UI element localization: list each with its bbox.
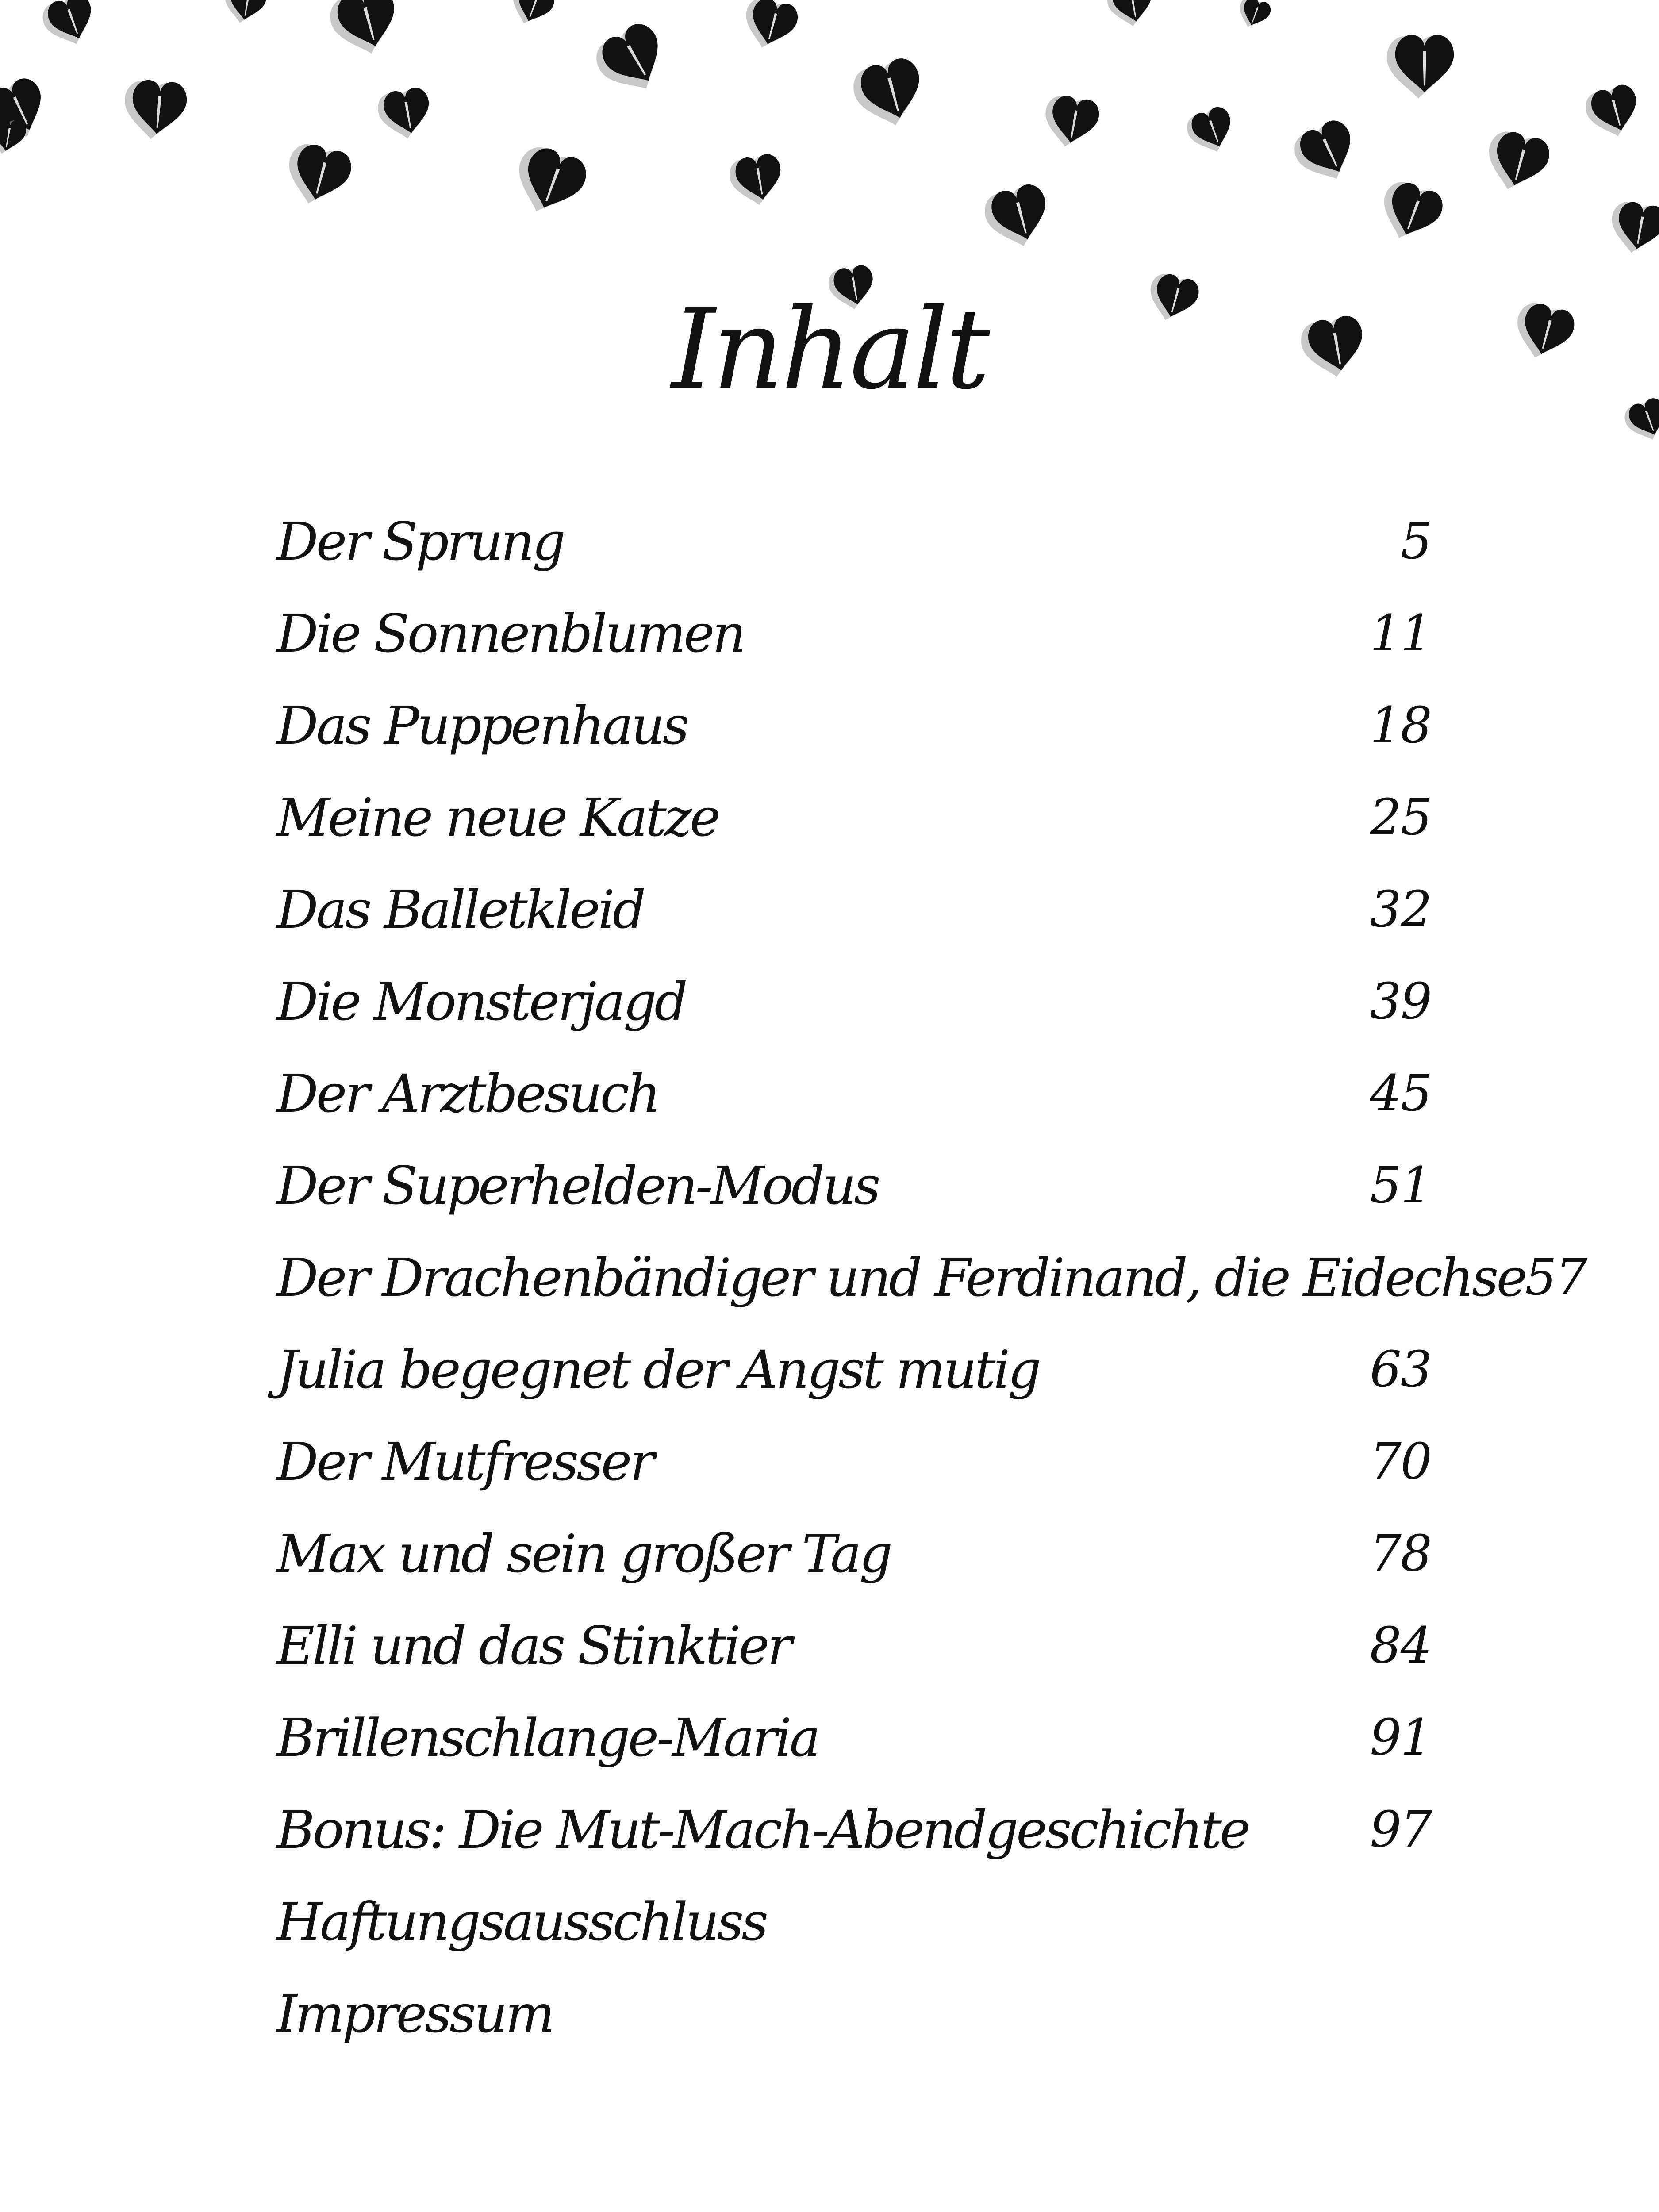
- toc-entry-page: 51: [1370, 1157, 1431, 1214]
- toc-entry-title: Brillenschlange-Maria: [276, 1707, 818, 1768]
- toc-entry-title: Meine neue Katze: [276, 787, 718, 848]
- heart-icon: [1234, 0, 1273, 33]
- heart-icon: [1040, 92, 1102, 152]
- toc-entry-page: 84: [1370, 1617, 1431, 1674]
- toc-entry-page: 32: [1370, 881, 1431, 938]
- toc-entry-title: Das Puppenhaus: [276, 695, 687, 756]
- table-of-contents: [276, 495, 1586, 2060]
- toc-entry[interactable]: [276, 1876, 1431, 1968]
- toc-entry[interactable]: [276, 1508, 1431, 1600]
- toc-entry[interactable]: [276, 1784, 1431, 1876]
- toc-entry-title: Der Drachenbändiger und Ferdinand, die Eidechse: [276, 1247, 1525, 1308]
- toc-entry-title: Die Sonnenblumen: [276, 603, 744, 664]
- toc-entry-title: Max und sein großer Tag: [276, 1523, 891, 1584]
- toc-entry-page: 45: [1370, 1065, 1431, 1122]
- heart-icon: [849, 55, 930, 134]
- toc-entry-page: 91: [1370, 1709, 1431, 1767]
- toc-entry-title: Der Superhelden-Modus: [276, 1155, 879, 1216]
- toc-entry[interactable]: [276, 1324, 1431, 1416]
- heart-icon: [280, 139, 355, 212]
- toc-entry[interactable]: [276, 1416, 1431, 1508]
- heart-icon: [1373, 177, 1447, 249]
- heart-icon: [1105, 0, 1156, 30]
- toc-entry-title: Elli und das Stinktier: [276, 1615, 790, 1676]
- heart-icon: [1606, 199, 1659, 258]
- heart-icon: [738, 0, 801, 54]
- heart-icon: [375, 86, 434, 143]
- page-title: Inhalt: [671, 285, 988, 414]
- heart-icon: [221, 0, 268, 27]
- heart-icon: [1387, 35, 1454, 99]
- toc-entry[interactable]: [276, 495, 1431, 588]
- toc-entry-title: Bonus: Die Mut-Mach-Abendgeschichte: [276, 1799, 1248, 1860]
- toc-entry[interactable]: [276, 680, 1431, 772]
- toc-entry-title: Haftungsausschluss: [276, 1891, 766, 1952]
- toc-entry-page: 5: [1400, 513, 1431, 570]
- toc-entry[interactable]: [276, 1232, 1586, 1324]
- heart-icon: [727, 152, 786, 209]
- toc-entry-title: Der Mutfresser: [276, 1431, 653, 1492]
- heart-icon: [589, 18, 676, 104]
- heart-icon: [507, 141, 591, 223]
- toc-entry[interactable]: [276, 588, 1431, 680]
- toc-entry-page: 39: [1370, 973, 1431, 1030]
- heart-icon: [1582, 82, 1644, 142]
- toc-entry[interactable]: [276, 956, 1431, 1048]
- toc-entry-title: Julia begegnet der Angst mutig: [276, 1339, 1039, 1400]
- toc-entry-title: Der Arztbesuch: [276, 1063, 659, 1124]
- toc-entry-title: Impressum: [276, 1983, 553, 2044]
- toc-entry-page: 78: [1370, 1525, 1431, 1582]
- heart-icon: [1183, 104, 1240, 159]
- heart-icon: [980, 181, 1056, 254]
- heart-icon: [326, 0, 405, 61]
- toc-entry[interactable]: [276, 1048, 1431, 1140]
- toc-entry-page: 25: [1370, 789, 1431, 846]
- heart-icon: [505, 0, 557, 31]
- toc-entry[interactable]: [276, 1140, 1431, 1232]
- toc-entry-title: Das Balletkleid: [276, 879, 644, 940]
- toc-entry[interactable]: [276, 1968, 1431, 2060]
- heart-icon: [1480, 127, 1553, 198]
- toc-entry-page: 57: [1525, 1249, 1586, 1306]
- toc-entry-page: 11: [1370, 605, 1431, 662]
- toc-entry-page: 63: [1370, 1341, 1431, 1398]
- heart-icon: [38, 0, 101, 52]
- toc-entry-page: 70: [1370, 1433, 1431, 1490]
- toc-entry-page: 18: [1370, 697, 1431, 754]
- toc-entry-title: Die Monsterjagd: [276, 971, 686, 1032]
- toc-entry[interactable]: [276, 772, 1431, 864]
- toc-entry[interactable]: [276, 1692, 1431, 1784]
- heart-icon: [1288, 115, 1365, 191]
- heart-icon: [122, 78, 188, 142]
- toc-entry[interactable]: [276, 1600, 1431, 1692]
- toc-entry[interactable]: [276, 864, 1431, 956]
- toc-entry-title: Der Sprung: [276, 511, 564, 572]
- toc-entry-page: 97: [1370, 1801, 1431, 1859]
